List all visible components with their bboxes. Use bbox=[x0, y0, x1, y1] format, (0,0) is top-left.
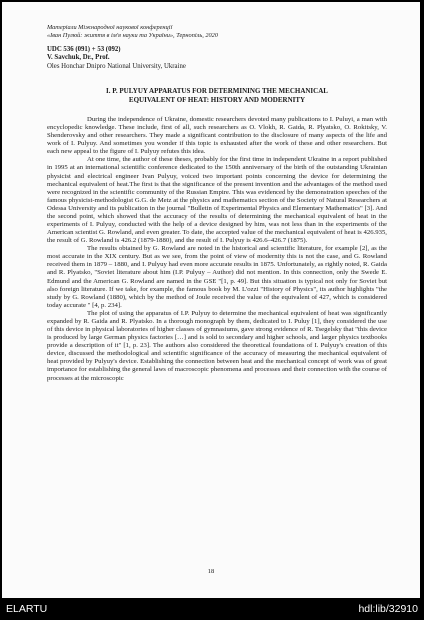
paragraph-4: The plot of using the apparatus of I.P. Pulyuy to determine the mechanical equivalent of heat was significantly expanded by R. Gaida and R. Plyatsko. In a thorough monograph by them, dedicated to I. Puluy [1], they considered the use of this device in physical laboratories of higher classes of gymnasiums, gave strong evidence of R. Tsegelsky that "this device is produced by large German physics factories […] and is sold to secondary and higher schools, and larger physics textbooks provide a description of it" [1, p. 23]. The authors also considered the theoretical foundations of I. Pulyuy's creation of this device, discussed the methodological and scientific significance of the accuracy of measuring the mechanical equivalent of heat provided by Pulyuy's device. Establishing the connection between heat and the mechanical concept of work was of great importance for establishing the general laws of macroscopic phenomena and processes and their connection with the course of processes at the microscopic bbox=[47, 309, 387, 382]
title-line-1: I. P. PULYUY APPARATUS FOR DETERMINING THE MECHANICAL bbox=[106, 87, 328, 95]
author-name: V. Savchuk, Dr., Prof. bbox=[47, 54, 110, 62]
paragraph-3: The results obtained by G. Rowland are noted in the historical and scientific literature, for example [2], as the most accurate in the XIX century. But as we see, from the point of view of modernity this is not the case, and G. Rowland received them in 1879 – 1880, and I. Pulyuy had even more accurate results in 1875. Unfortunately, as rightly noted, R. Gaida and R. Plyatsko, "Soviet literature about him (I.P. Pulyuy – Author) did not mention. In this connection, only the Swede E. Edmund and the American G. Rowland are named in the GSE "[1, p. 49]. But this situation is typical not only for Soviet but also foreign literature. If we take, for example, the famous book by M. L'ozzi "History of Physics", its author highlights "the study by G. Rowland (1880), which by the method of Joule received the value of the equivalent of 427, which is considered today accurate " [4, p. 234]. bbox=[47, 245, 387, 309]
conference-line-1: Матеріали Міжнародної наукової конференції bbox=[47, 24, 173, 31]
article-meta bbox=[47, 46, 387, 71]
conference-header bbox=[47, 24, 367, 40]
repository-name: ELARTU bbox=[6, 603, 48, 615]
paragraph-2: At one time, the author of these theses, probably for the first time in independent Ukraine in a report published in 1995 at an international scientific conference dedicated to the 150th anniversary of the birth of the outstanding Ukrainian physicist and electrical engineer Ivan Pulyuy, voiced two important points concerning the device for determining the mechanical equivalent of heat.The first is that the significance of the present invention and the advantages of the method used were recognized in the scientific community of the Russian Empire. This was evidenced by the demonstration speeches of the famous physicist-methodologist G.G. de Metz at the physics and mathematics section of the Society of Natural Researchers at Odessa University and its publication in the journal "Bulletin of Experimental Physics and Elementary Mathematics" [3]. And the second point, which showed that the accuracy of the results of determining the mechanical equivalent of heat in the experiments of I. Pulyuy, conducted with the help of a device designed by him, was not less than in the experiments of the American scientist G. Rowland, and even greater. To date, the accepted value of the mechanical equivalent of heat is 426.935, the result of G. Rowland is 426.2 (1879-1880), and the result of I. Pulyuy is 426.6–426.7 (1875). bbox=[47, 156, 387, 245]
title-line-2: EQUIVALENT OF HEAT: HISTORY AND MODERNITY bbox=[128, 96, 306, 104]
author-affiliation: Oles Honchar Dnipro National University, Ukraine bbox=[47, 62, 186, 70]
paragraph-1: During the independence of Ukraine, domestic researchers devoted many publications to I. Puluyi, a man with encyclopedic knowledge. These include, first of all, such researchers as O. Vlokh, R. Gaida, R. Plyatsko, O. Rokitsky, V. Shenderovsky and other researchers. They made a significant contribution to the disclosure of many aspects of the life and work of I. Pulyuy. And sometimes you wonder if this topic is exhausted after the work of these and other researchers. But each new appeal to the figure of I. Pulyuy refutes this idea. bbox=[47, 116, 387, 156]
page-number: 18 bbox=[207, 568, 215, 575]
document-page bbox=[2, 2, 420, 598]
udc-code: UDC 536 (091) + 53 (092) bbox=[47, 46, 121, 53]
conference-line-2: «Іван Пулюй: життя в ім'я науки та України», Тернопіль, 2020 bbox=[47, 32, 218, 39]
article-title bbox=[47, 87, 387, 105]
handle-link[interactable]: hdl:lib/32910 bbox=[358, 603, 418, 615]
article-body bbox=[47, 116, 387, 383]
repository-footer bbox=[0, 598, 424, 620]
